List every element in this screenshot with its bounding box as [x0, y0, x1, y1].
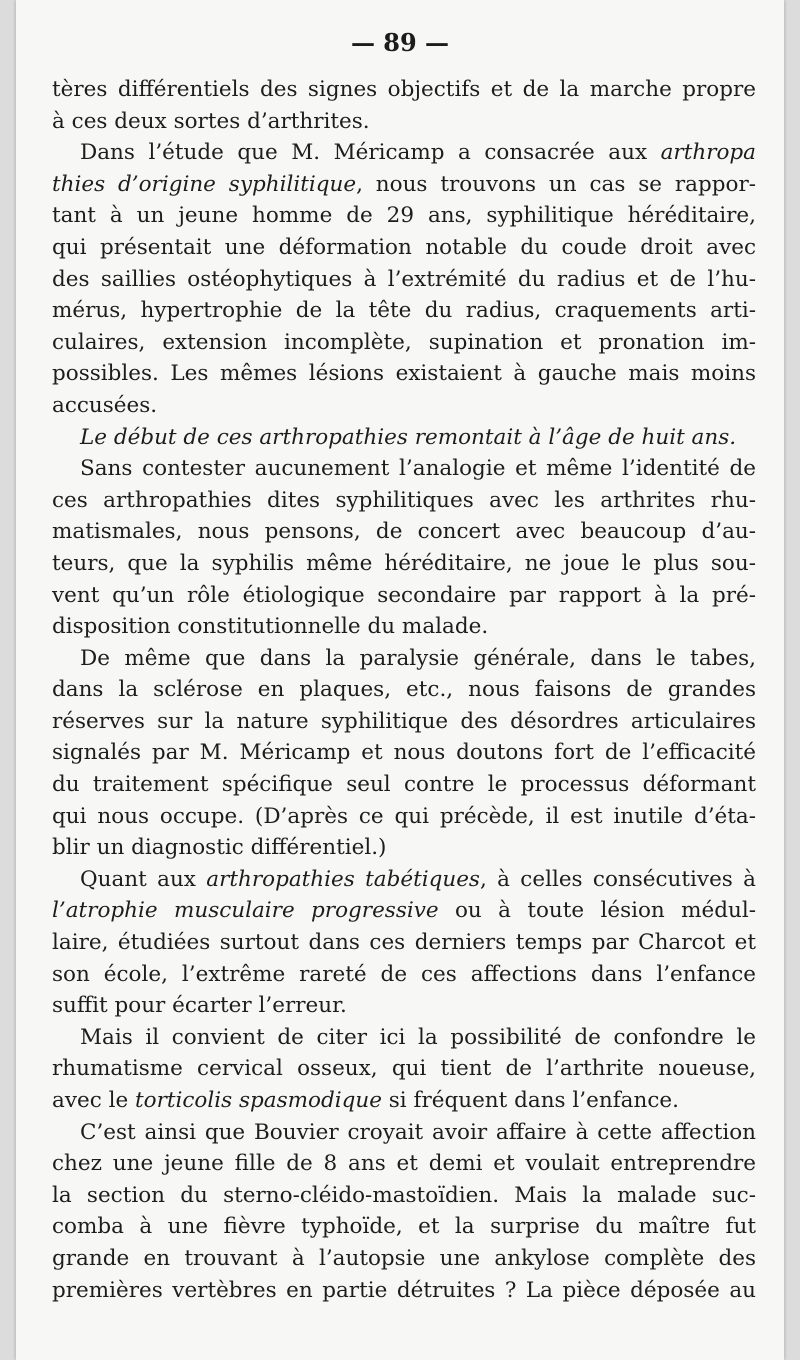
text-segment: ces arthropathies dites syphilitiques avec les arthrites rhu- — [52, 487, 756, 513]
text-line — [52, 516, 756, 548]
text-segment: Mais il convient de citer ici la possibilité de confondre le — [80, 1024, 756, 1050]
text-line — [52, 611, 756, 643]
text-segment: premières vertèbres en partie détruites ? La pièce déposée au — [52, 1277, 756, 1303]
book-page — [16, 0, 784, 1360]
text-segment: Quant aux — [80, 866, 207, 892]
text-line — [52, 737, 756, 769]
text-segment: Dans l’étude que M. Méricamp a consacrée aux — [80, 140, 661, 166]
text-line — [52, 200, 756, 232]
text-segment: grande en trouvant à l’autopsie une ankylose complète des — [52, 1245, 756, 1271]
text-line — [52, 1275, 756, 1307]
text-segment: suffit pour écarter l’erreur. — [52, 993, 347, 1019]
text-line — [52, 74, 756, 106]
text-segment: rhumatisme cervical osseux, qui tient de l’arthrite noueuse, — [52, 1056, 756, 1082]
text-segment: qui nous occupe. (D’après ce qui précède, il est inutile d’éta- — [52, 803, 756, 829]
text-line — [52, 1085, 756, 1117]
text-line — [52, 1180, 756, 1212]
text-line — [52, 832, 756, 864]
text-line — [52, 137, 756, 169]
text-segment: la section du sterno-cléido-mastoïdien. Mais la malade suc- — [52, 1182, 756, 1208]
body-text — [52, 74, 756, 1306]
text-line — [52, 706, 756, 738]
text-segment: dans la sclérose en plaques, etc., nous faisons de grandes — [52, 677, 756, 703]
text-line — [52, 580, 756, 612]
text-line — [52, 106, 756, 138]
text-line — [52, 769, 756, 801]
text-line — [52, 1022, 756, 1054]
text-line — [52, 959, 756, 991]
text-line — [52, 927, 756, 959]
italic-segment: arthropa — [660, 140, 756, 166]
text-segment: matismales, nous pensons, de concert avec beaucoup d’au- — [52, 519, 756, 545]
text-segment: disposition constitutionnelle du malade. — [52, 614, 489, 640]
text-line — [52, 895, 756, 927]
text-segment: chez une jeune fille de 8 ans et demi et voulait entreprendre — [52, 1151, 756, 1177]
text-segment: avec le — [52, 1088, 135, 1113]
text-line — [52, 232, 756, 264]
text-line — [52, 1243, 756, 1275]
italic-segment: thies d’origine syphilitique — [52, 171, 357, 197]
text-segment: De même que dans la paralysie générale, dans le tabes, — [80, 645, 756, 671]
text-segment: à ces deux sortes d’arthrites. — [52, 108, 370, 134]
text-segment: du traitement spécifique seul contre le processus déformant — [52, 772, 756, 798]
text-line — [52, 295, 756, 327]
text-line — [52, 327, 756, 359]
text-line — [52, 990, 756, 1022]
text-line — [52, 358, 756, 390]
text-segment: Sans contester aucunement l’analogie et même l’identité de — [80, 456, 756, 482]
text-segment: signalés par M. Méricamp et nous doutons fort de l’efficacité — [52, 740, 756, 766]
text-segment: possibles. Les mêmes lésions existaient à gauche mais moins — [52, 361, 756, 387]
text-line — [52, 1148, 756, 1180]
text-segment: si fréquent dans l’enfance. — [381, 1088, 679, 1113]
text-segment: culaires, extension incomplète, supination et pronation im- — [52, 329, 756, 355]
text-segment: C’est ainsi que Bouvier croyait avoir affaire à cette affection — [80, 1119, 756, 1145]
text-line — [52, 422, 756, 454]
italic-segment: l’atrophie musculaire progressive — [52, 898, 439, 924]
text-line — [52, 169, 756, 201]
text-line — [52, 801, 756, 833]
text-segment: blir un diagnostic différentiel.) — [52, 835, 387, 861]
text-segment: comba à une fièvre typhoïde, et la surprise du maître fut — [52, 1214, 756, 1240]
text-line — [52, 485, 756, 517]
italic-segment: torticolis spasmodique — [135, 1088, 382, 1113]
text-segment: son école, l’extrême rareté de ces affections dans l’enfance — [52, 961, 756, 987]
text-segment: mérus, hypertrophie de la tête du radius, craquements arti- — [52, 298, 756, 324]
text-segment: des saillies ostéophytiques à l’extrémité du radius et de l’hu- — [52, 266, 756, 292]
text-line — [52, 264, 756, 296]
text-segment: réserves sur la nature syphilitique des désordres articulaires — [52, 708, 756, 734]
text-line — [52, 1211, 756, 1243]
text-segment: vent qu’un rôle étiologique secondaire par rapport à la pré- — [52, 582, 756, 608]
text-line — [52, 390, 756, 422]
page-number: — 89 — — [350, 28, 450, 57]
text-line — [52, 864, 756, 896]
text-line — [52, 643, 756, 675]
italic-segment: arthropathies tabétiques — [206, 866, 480, 892]
text-line — [52, 674, 756, 706]
text-segment: Le début de ces arthropathies remontait à l’âge de huit ans. — [80, 424, 737, 450]
text-line — [52, 1117, 756, 1149]
text-segment: laire, étudiées surtout dans ces derniers temps par Charcot et — [52, 930, 756, 956]
text-segment: , à celles consécutives à — [479, 866, 756, 892]
text-segment: qui présentait une déformation notable du coude droit avec — [52, 234, 756, 260]
text-segment: tères différentiels des signes objectifs et de la marche propre — [52, 77, 756, 102]
text-line — [52, 1053, 756, 1085]
text-line — [52, 548, 756, 580]
text-segment: tant à un jeune homme de 29 ans, syphilitique héréditaire, — [52, 203, 756, 229]
text-segment: , nous trouvons un cas se rappor- — [356, 171, 756, 197]
text-segment: accusées. — [52, 392, 158, 418]
text-line — [52, 453, 756, 485]
text-segment: teurs, que la syphilis même héréditaire, ne joue le plus sou- — [52, 550, 756, 576]
text-segment: ou à toute lésion médul- — [438, 898, 756, 924]
